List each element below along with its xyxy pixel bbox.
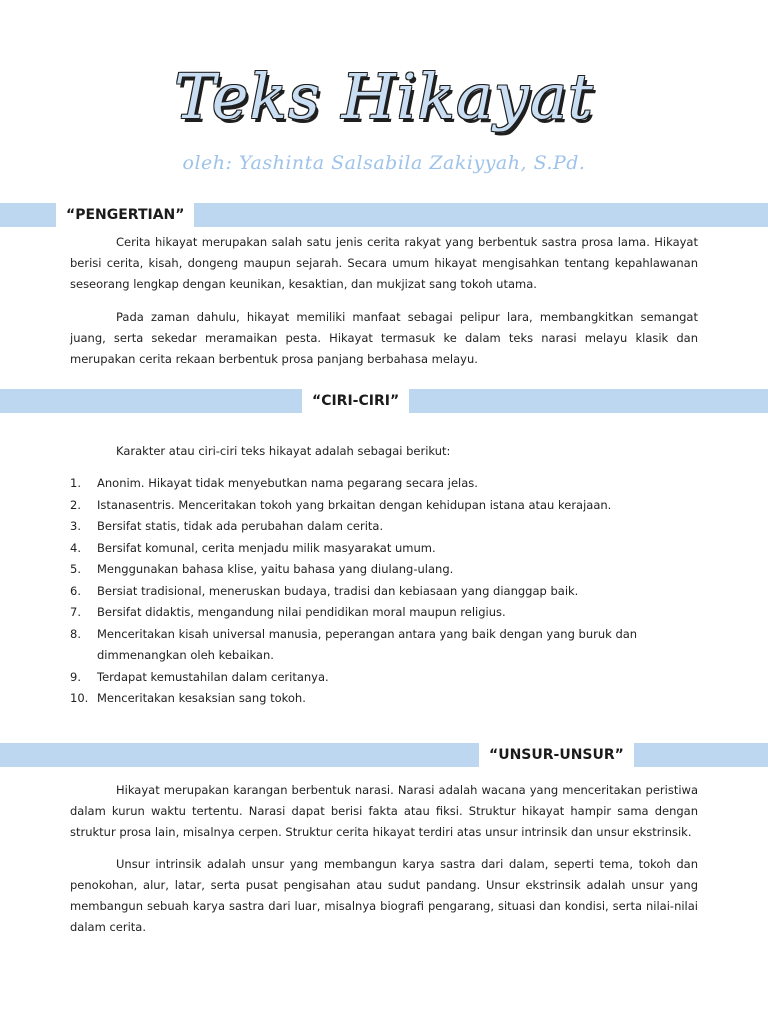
list-number: 4. — [70, 540, 81, 555]
list-number: 9. — [70, 669, 81, 684]
list-text: Menceritakan kisah universal manusia, peperangan antara yang baik dengan yang buruk dan dimmenangkan oleh kebaikan. — [97, 626, 638, 662]
list-number: 5. — [70, 562, 81, 576]
list-text: Bersifat komunal, cerita menjadu milik masyarakat umum. — [97, 540, 436, 555]
list-item — [70, 602, 700, 624]
list-number: 6. — [70, 583, 81, 598]
list-number: 1. — [70, 476, 81, 490]
list-item — [70, 667, 700, 689]
paragraph-pengertian-2: Pada zaman dahulu, hikayat memiliki manfaat sebagai pelipur lara, membangkitkan semangat juang, serta sekedar meramaikan pesta. Hikayat termasuk ke dalam teks narasi melayu klasik dan merupakan cerita rekaan berbentuk prosa panjang berbahasa melayu. — [70, 310, 698, 366]
list-text: Bersifat statis, tidak ada perubahan dalam cerita. — [97, 519, 384, 533]
list-text: Menggunakan bahasa klise, yaitu bahasa yang diulang-ulang. — [97, 562, 454, 576]
list-item — [70, 624, 700, 667]
list-text: Menceritakan kesaksian sang tokoh. — [97, 691, 306, 705]
list-text: Bersiat tradisional, meneruskan budaya, tradisi dan kebiasaan yang dianggap baik. — [97, 583, 579, 598]
section-heading-pengertian: “PENGERTIAN” — [56, 203, 194, 227]
list-number: 3. — [70, 519, 81, 533]
list-text: Istanasentris. Menceritakan tokoh yang brkaitan dengan kehidupan istana atau kerajaan. — [97, 497, 612, 512]
list-number: 8. — [70, 626, 81, 641]
list-item — [70, 495, 700, 517]
list-item — [70, 581, 700, 603]
list-item — [70, 473, 700, 495]
paragraph-unsur-2: Unsur intrinsik adalah unsur yang membangun karya sastra dari dalam, seperti tema, tokoh dan penokohan, alur, latar, serta pusat pengisahan atau sudut pandang. Unsur ekstrinsik adalah unsur yang membangun sebuah karya sastra dari luar, misalnya biografi pengarang, situasi dan kondisi, serta nilai-nilai dalam cerita. — [70, 857, 698, 934]
list-item — [70, 538, 700, 560]
list-item — [70, 688, 700, 710]
list-number: 2. — [70, 497, 81, 512]
paragraph-unsur-1: Hikayat merupakan karangan berbentuk narasi. Narasi adalah wacana yang menceritakan peristiwa dalam kurun waktu tertentu. Narasi dapat berisi fakta atau fiksi. Struktur hikayat hampir sama dengan struktur prosa lain, misalnya cerpen. Struktur cerita hikayat terdiri atas unsur intrinsik dan unsur ekstrinsik. — [70, 783, 698, 839]
section-band-unsur — [0, 743, 768, 767]
list-text: Anonim. Hikayat tidak menyebutkan nama pegarang secara jelas. — [97, 476, 478, 490]
section-heading-ciri: “CIRI-CIRI” — [302, 389, 409, 413]
ciri-list — [70, 473, 700, 710]
document-title: Teks Hikayat — [174, 60, 594, 133]
section-heading-unsur: “UNSUR-UNSUR” — [479, 743, 634, 767]
list-item — [70, 559, 700, 581]
author-line: oleh: Yashinta Salsabila Zakiyyah, S.Pd. — [182, 152, 586, 174]
list-number: 7. — [70, 605, 81, 619]
list-text: Bersifat didaktis, mengandung nilai pendidikan moral maupun religius. — [97, 605, 506, 619]
ciri-intro: Karakter atau ciri-ciri teks hikayat adalah sebagai berikut: — [116, 444, 451, 458]
paragraph-pengertian-1: Cerita hikayat merupakan salah satu jenis cerita rakyat yang berbentuk sastra prosa lama. Hikayat berisi cerita, kisah, dongeng maupun sejarah. Secara umum hikayat mengisahkan tentang kepahlawanan seseorang lengkap dengan keunikan, kesaktian, dan mukjizat sang tokoh utama. — [70, 235, 698, 291]
list-number: 10. — [70, 691, 89, 705]
list-item — [70, 516, 700, 538]
list-text: Terdapat kemustahilan dalam ceritanya. — [97, 669, 329, 684]
